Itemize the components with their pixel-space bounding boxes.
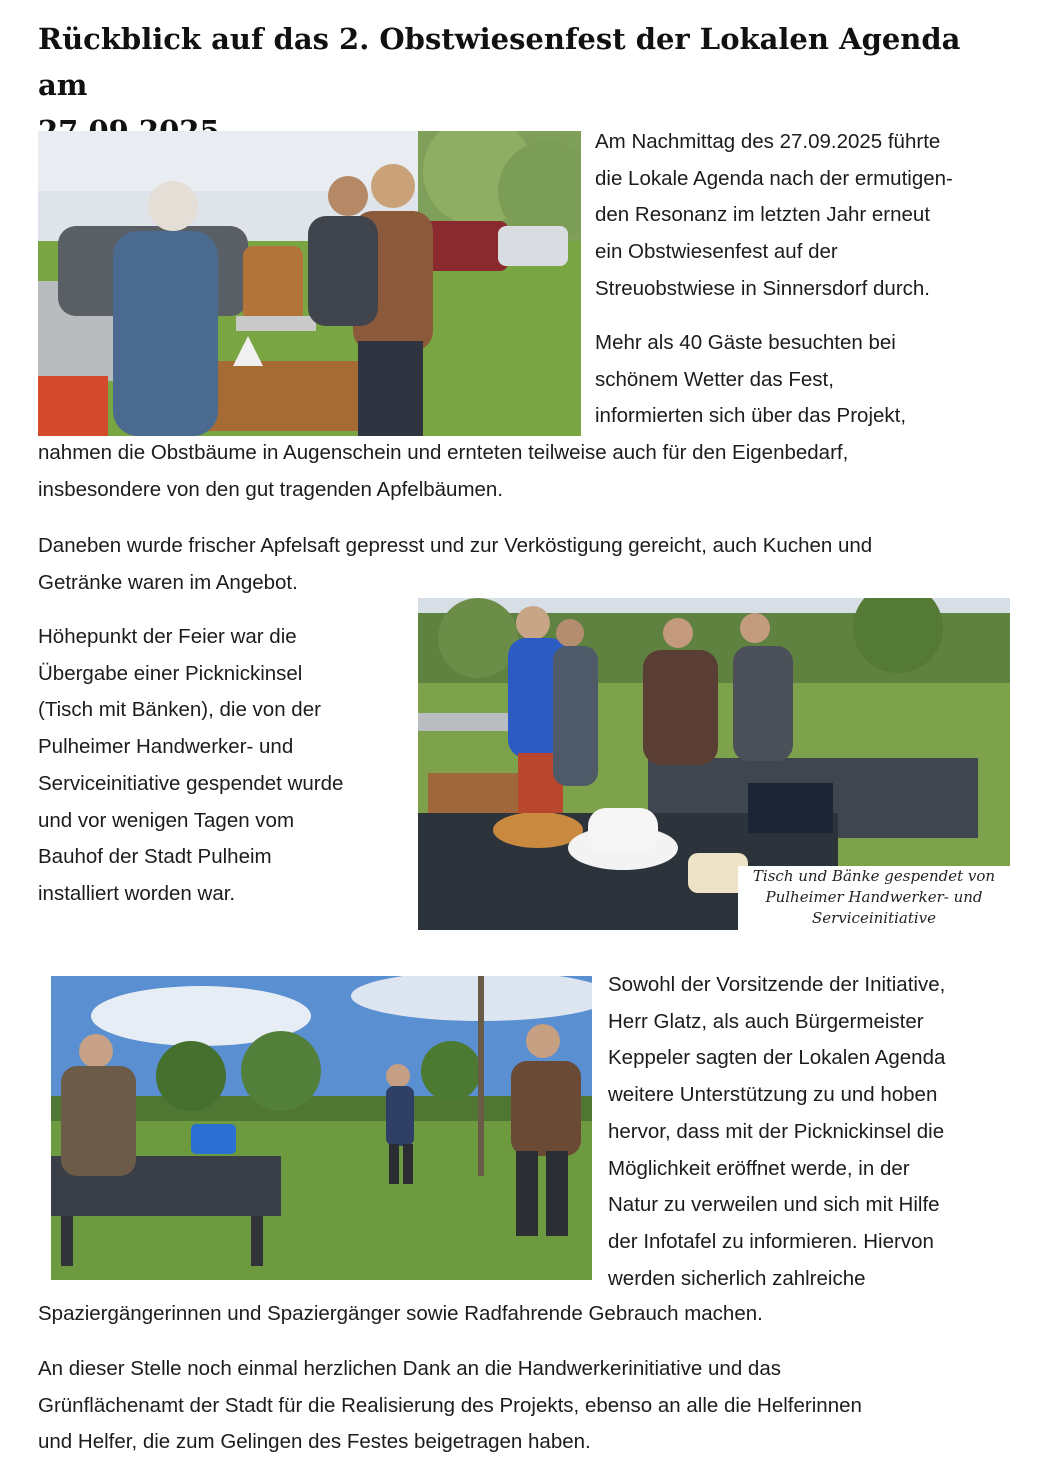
paragraph-5-side xyxy=(608,967,945,1297)
caption-line: Serviceinitiative xyxy=(811,909,937,927)
text-line: Spaziergängerinnen und Spaziergänger sowie Radfahrende Gebrauch machen. xyxy=(38,1302,763,1325)
text-line: und vor wenigen Tagen vom xyxy=(38,808,295,832)
text-line: weitere Unterstützung zu und hoben xyxy=(608,1083,938,1107)
text-line: schönem Wetter das Fest, xyxy=(595,367,834,391)
caption-line: Pulheimer Handwerker- und xyxy=(765,888,983,906)
text-line: Übergabe einer Picknickinsel xyxy=(38,661,303,685)
text-line: Grünflächenamt der Stadt für die Realisierung des Projekts, ebenso an alle die Helferinnen xyxy=(38,1393,862,1417)
paragraph-5-full xyxy=(38,1296,763,1333)
text-line: Pulheimer Handwerker- und xyxy=(38,735,294,759)
text-line: ein Obstwiesenfest auf der xyxy=(595,240,838,264)
paragraph-2-full xyxy=(38,435,848,508)
paragraph-1 xyxy=(595,124,953,308)
text-line: An dieser Stelle noch einmal herzlichen Dank an die Handwerkerinitiative und das xyxy=(38,1357,781,1380)
text-line: der Infotafel zu informieren. Hiervon xyxy=(608,1229,934,1253)
paragraph-6 xyxy=(38,1351,862,1461)
paragraph-3 xyxy=(38,528,872,601)
text-line: Höhepunkt der Feier war die xyxy=(38,625,297,648)
photo-apple-press xyxy=(38,131,581,436)
text-line: (Tisch mit Bänken), die von der xyxy=(38,698,321,722)
caption-line: Tisch und Bänke gespendet von xyxy=(752,867,996,885)
paragraph-2-side xyxy=(595,325,906,435)
text-line: Herr Glatz, als auch Bürgermeister xyxy=(608,1009,924,1033)
paragraph-4 xyxy=(38,619,343,913)
text-line: nahmen die Obstbäume in Augenschein und ernteten teilweise auch für den Eigenbedarf, xyxy=(38,441,849,464)
text-line: Am Nachmittag des 27.09.2025 führte xyxy=(595,130,941,153)
text-line: Daneben wurde frischer Apfelsaft gepresst und zur Verköstigung gereicht, auch Kuchen und xyxy=(38,534,873,557)
text-line: Möglichkeit eröffnet werde, in der xyxy=(608,1156,910,1180)
text-line: insbesondere von den gut tragenden Apfelbäumen. xyxy=(38,477,504,501)
text-line: Mehr als 40 Gäste besuchten bei xyxy=(595,331,896,354)
photo-caption xyxy=(738,866,1010,930)
text-line: hervor, dass mit der Picknickinsel die xyxy=(608,1119,945,1143)
text-line: Serviceinitiative gespendet wurde xyxy=(38,771,344,795)
text-line: werden sicherlich zahlreiche xyxy=(608,1266,866,1290)
text-line: und Helfer, die zum Gelingen des Festes beigetragen haben. xyxy=(38,1430,591,1454)
title-line: Rückblick auf das 2. Obstwiesenfest der Lokalen Agenda am xyxy=(38,22,961,102)
text-line: die Lokale Agenda nach der ermutigen- xyxy=(595,166,953,190)
text-line: Getränke waren im Angebot. xyxy=(38,570,298,594)
text-line: Natur zu verweilen und sich mit Hilfe xyxy=(608,1193,940,1217)
text-line: Streuobstwiese in Sinnersdorf durch. xyxy=(595,276,931,300)
text-line: den Resonanz im letzten Jahr erneut xyxy=(595,203,931,227)
text-line: installiert worden war. xyxy=(38,881,236,905)
text-line: informierten sich über das Projekt, xyxy=(595,404,907,428)
text-line: Keppeler sagten der Lokalen Agenda xyxy=(608,1046,946,1070)
photo-speeches xyxy=(51,976,592,1280)
text-line: Bauhof der Stadt Pulheim xyxy=(38,845,272,869)
text-line: Sowohl der Vorsitzende der Initiative, xyxy=(608,973,946,996)
